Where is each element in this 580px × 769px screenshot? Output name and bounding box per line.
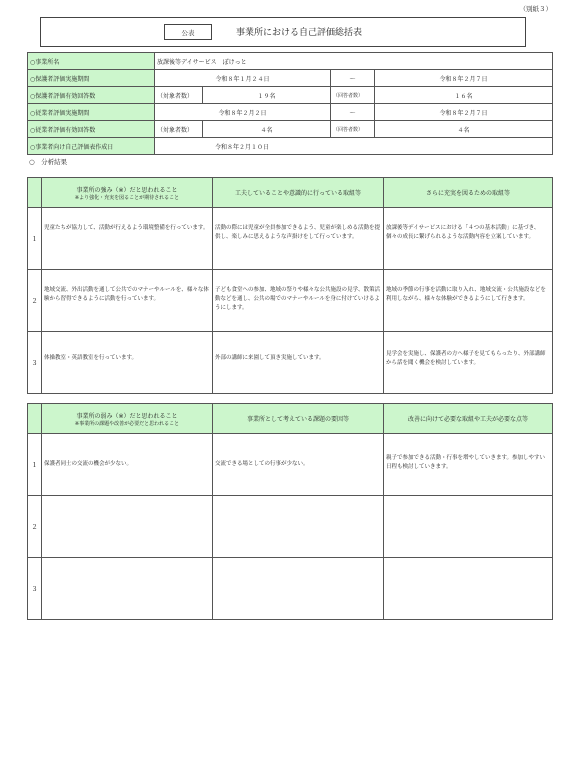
- weakness-text: 保護者同士の交流の機会が少ない。: [42, 434, 213, 496]
- respondent-label: （回答者数）: [331, 87, 375, 104]
- table-row: [28, 434, 553, 496]
- info-table: [27, 52, 553, 155]
- period-from: 令和８年２月２日: [155, 104, 331, 121]
- enhancement-text: 放課後等デイサービスにおける「４つの基本活動」に基づき、個々の成長に繋げられるような活動内容を立案しています。: [384, 208, 553, 270]
- public-badge: 公表: [164, 24, 212, 40]
- effort-text: 外部の講師に来園して頂き実施しています。: [213, 332, 384, 394]
- effort-text: 子ども食堂への参加、地域の祭りや様々な公共施設の見学、散策活動などを通し、公共の場でのマナーやルールを身に付けていけるようにします。: [213, 270, 384, 332]
- strength-text: 児童たちが協力して、活動が行えるよう環境整備を行っています。: [42, 208, 213, 270]
- cause-text: [213, 558, 384, 620]
- respondent-label: （回答者数）: [331, 121, 375, 138]
- respondent-count: １６名: [375, 87, 553, 104]
- efforts-header: 工夫していることや意識的に行っている取組等: [213, 178, 384, 208]
- cause-text: 交流できる場としての行事が少ない。: [213, 434, 384, 496]
- table-row: [28, 332, 553, 394]
- target-count: １９名: [203, 87, 331, 104]
- period-tilde: ～: [331, 104, 375, 121]
- target-label: （対象者数）: [155, 121, 203, 138]
- row-number: ２: [28, 496, 42, 558]
- improvement-text: [384, 558, 553, 620]
- respondent-count: ４名: [375, 121, 553, 138]
- enhancement-header: さらに充実を図るための取組等: [384, 178, 553, 208]
- target-count: ４名: [203, 121, 331, 138]
- table-row: [28, 558, 553, 620]
- enhancement-text: 見学会を実施し、保護者の方へ様子を見てもらったり、外部講師から話を聞く機会を検討しています。: [384, 332, 553, 394]
- office-name: 放課後等デイサービス ぽけっと: [155, 53, 553, 70]
- improvement-text: 親子で参加できる活動・行事を増やしていきます。参加しやすい日程も検討していきます。: [384, 434, 553, 496]
- effort-text: 活動の際には児童が全員参加できるよう、児童が楽しめる活動を提供し、楽しみに思えるような声掛けをして行っています。: [213, 208, 384, 270]
- info-label: ○保護者評価実施期間: [28, 70, 155, 87]
- info-row-office: [28, 53, 553, 70]
- weakness-text: [42, 558, 213, 620]
- period-from: 令和８年１月２４日: [155, 70, 331, 87]
- row-number: ３: [28, 558, 42, 620]
- table-row: [28, 270, 553, 332]
- improvement-text: [384, 496, 553, 558]
- table-row: [28, 496, 553, 558]
- info-row-staff-period: [28, 104, 553, 121]
- info-row-parent-period: [28, 70, 553, 87]
- causes-header: 事業所として考えている課題の要因等: [213, 404, 384, 434]
- weaknesses-table: [27, 403, 553, 620]
- strengths-header-row: [28, 178, 553, 208]
- analysis-label: ○ 分析結果: [29, 158, 68, 166]
- weaknesses-header: 事業所の弱み（※）だと思われること ※事業所の課題や改善が必要だと思われること: [42, 404, 213, 434]
- page-title: 事業所における自己評価総括表: [236, 28, 363, 38]
- cause-text: [213, 496, 384, 558]
- info-label: ○事業者向け自己評価表作成日: [28, 138, 155, 155]
- appendix-note: （別紙３）: [519, 5, 552, 13]
- table-row: [28, 208, 553, 270]
- info-label: ○従業者評価有効回答数: [28, 121, 155, 138]
- strength-text: 地域交流、外出活動を通して公共でのマナーやルールを、様々な体験から習得できるように活動を行っています。: [42, 270, 213, 332]
- strength-text: 体操教室・英語教室を行っています。: [42, 332, 213, 394]
- row-number: １: [28, 208, 42, 270]
- row-number: ３: [28, 332, 42, 394]
- target-label: （対象者数）: [155, 87, 203, 104]
- enhancement-text: 地域の季節の行事を活動に取り入れ、地域交流・公共施設などを利用しながら、様々な体験ができるようにして行きます。: [384, 270, 553, 332]
- info-label: ○事業所名: [28, 53, 155, 70]
- weaknesses-header-row: [28, 404, 553, 434]
- strengths-table: [27, 177, 553, 394]
- info-row-created: [28, 138, 553, 155]
- row-number: ２: [28, 270, 42, 332]
- info-label: ○保護者評価有効回答数: [28, 87, 155, 104]
- strengths-header: 事業所の強み（※）だと思われること ※より強化・充実を図ることが期待されること: [42, 178, 213, 208]
- improvement-header: 改善に向けて必要な取組や工夫が必要な点等: [384, 404, 553, 434]
- weakness-text: [42, 496, 213, 558]
- period-to: 令和８年２月７日: [375, 70, 553, 87]
- info-label: ○従業者評価実施期間: [28, 104, 155, 121]
- info-row-parent-count: [28, 87, 553, 104]
- info-row-staff-count: [28, 121, 553, 138]
- period-tilde: ～: [331, 70, 375, 87]
- row-number: １: [28, 434, 42, 496]
- title-box: [40, 17, 526, 47]
- period-to: 令和８年２月７日: [375, 104, 553, 121]
- created-date: 令和８年２月１０日: [155, 138, 553, 155]
